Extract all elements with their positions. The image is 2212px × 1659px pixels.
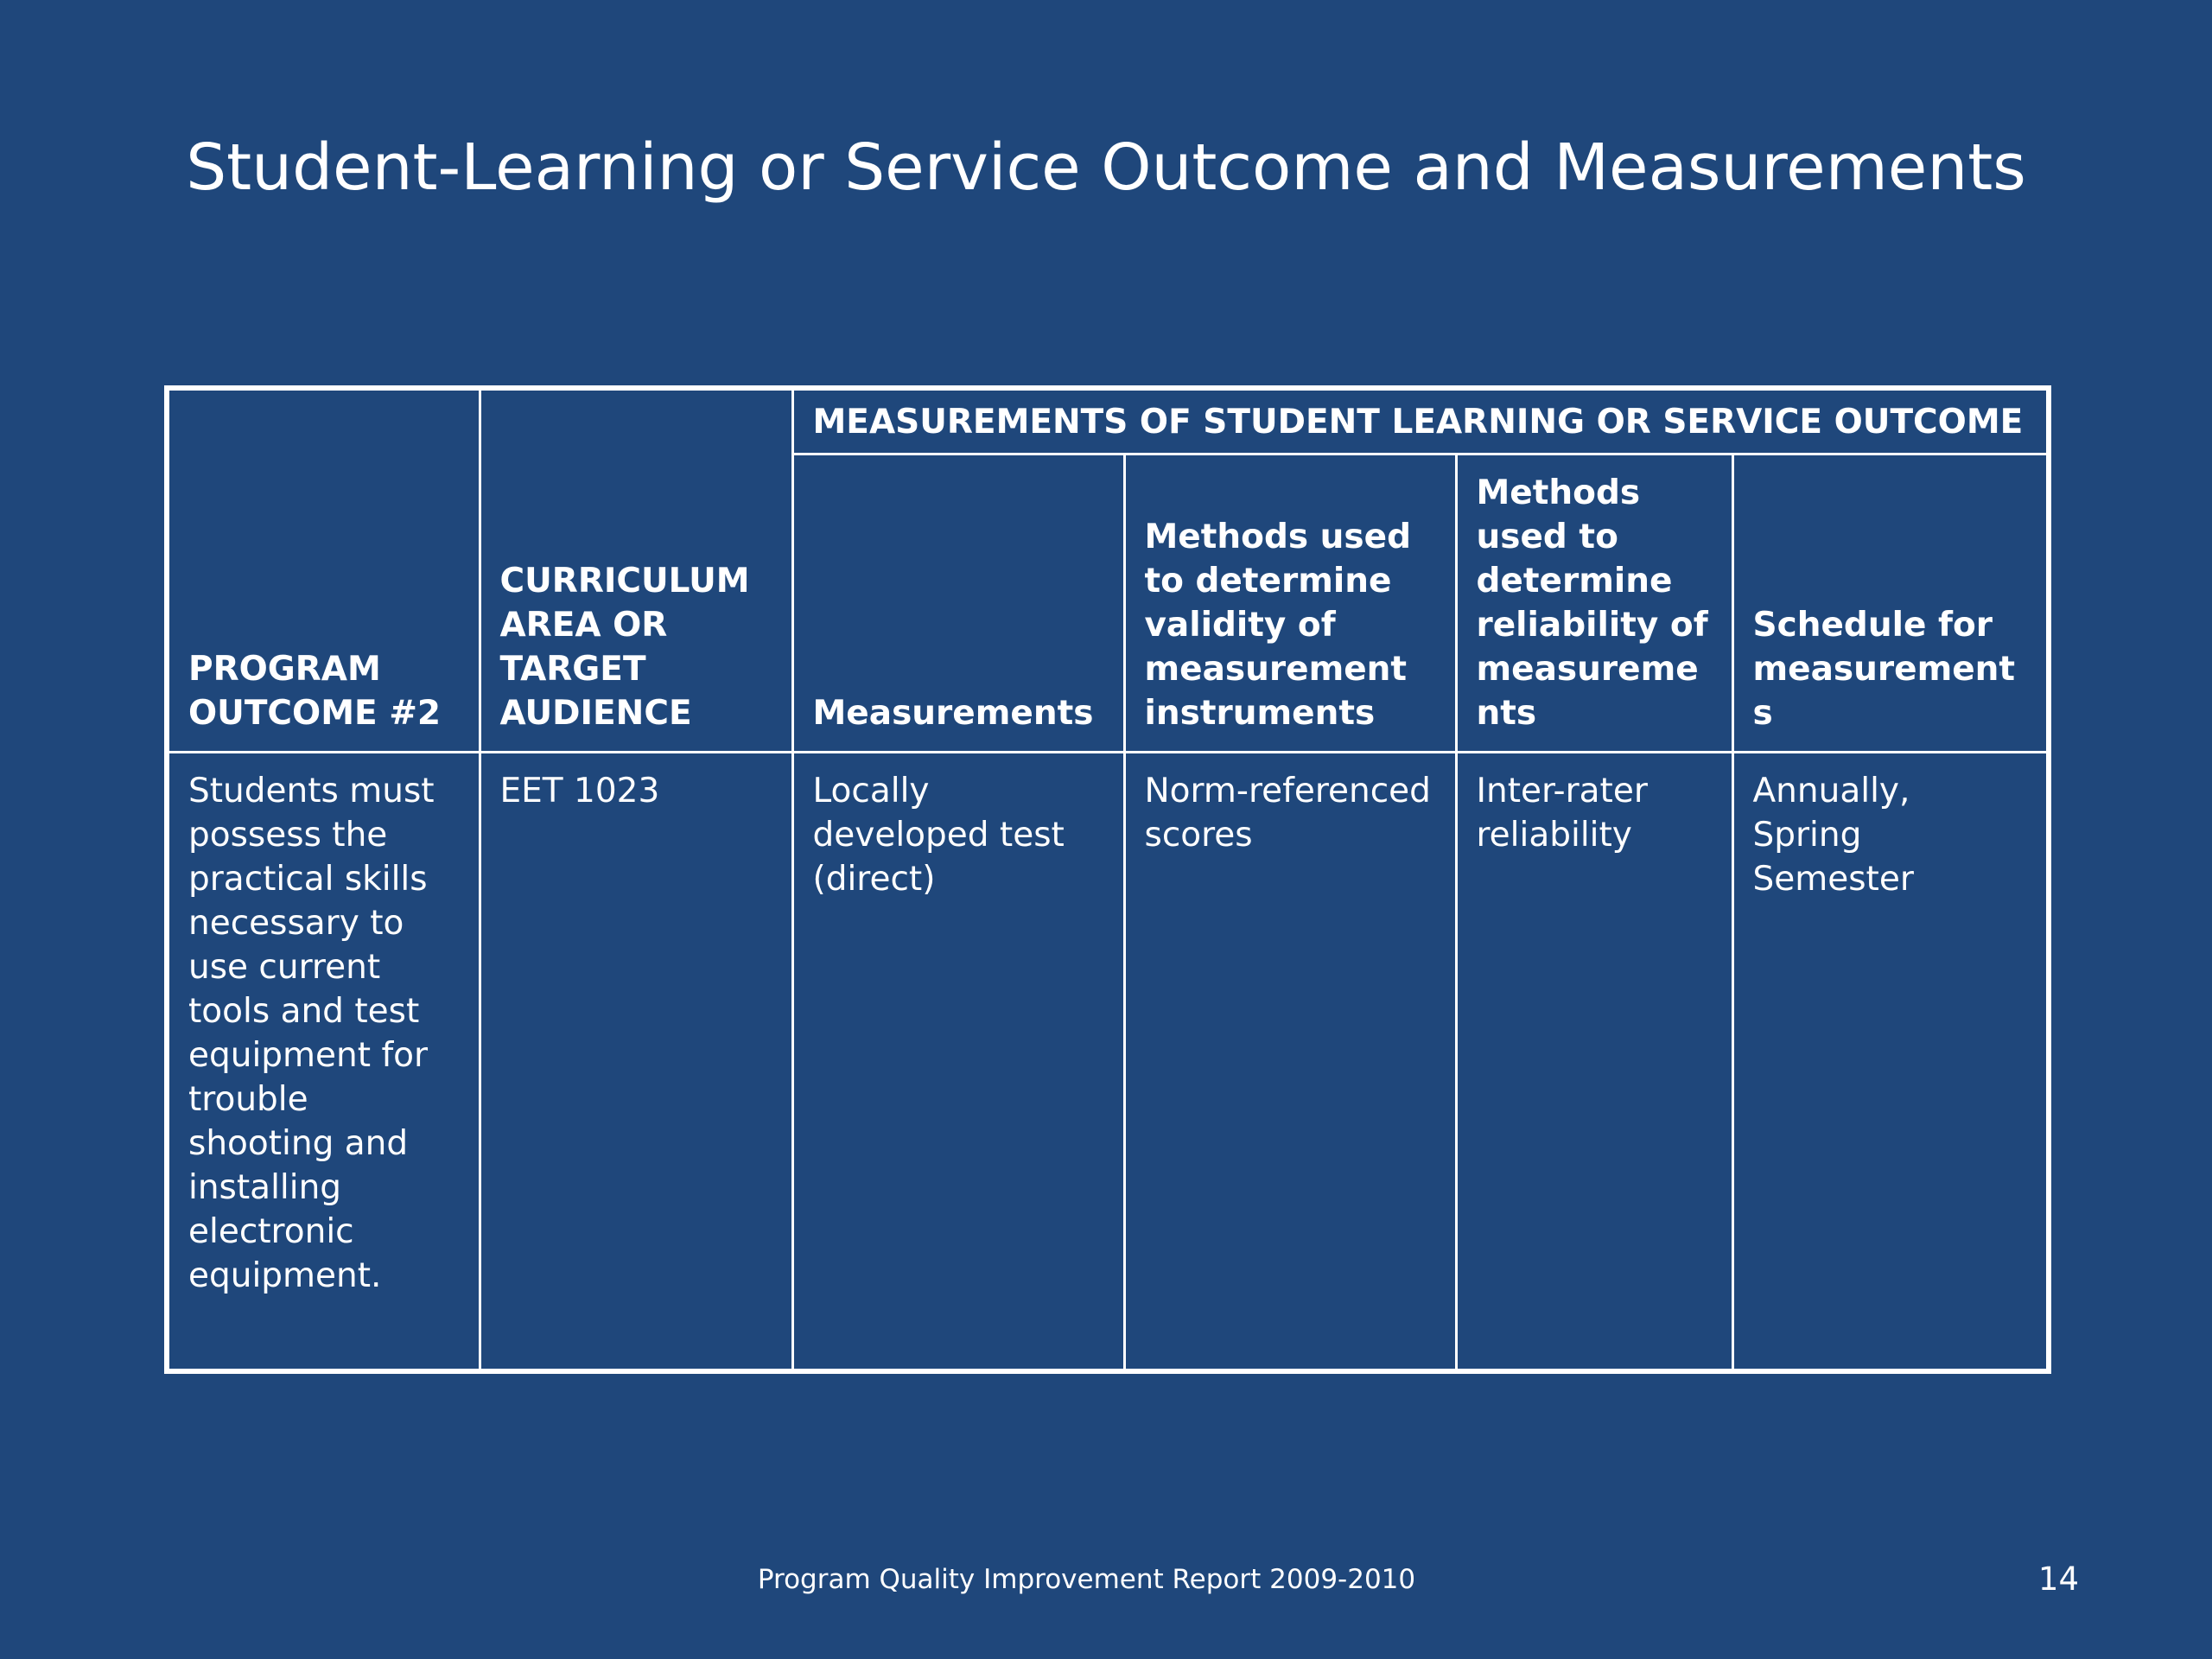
- header-measurements-group: MEASUREMENTS OF STUDENT LEARNING OR SERVICE OUTCOME: [792, 388, 2049, 454]
- cell-curriculum-area: EET 1023: [480, 753, 792, 1372]
- header-schedule: Schedule for measurements: [1732, 454, 2049, 753]
- outcome-measurements-table: [164, 385, 2051, 1374]
- header-validity-methods: Methods used to determine validity of measurement instruments: [1124, 454, 1456, 753]
- cell-reliability-methods: Inter-rater reliability: [1456, 753, 1732, 1372]
- header-curriculum-area: CURRICULUM AREA OR TARGET AUDIENCE: [480, 388, 792, 753]
- cell-schedule: Annually, Spring Semester: [1732, 753, 2049, 1372]
- cell-measurements: Locally developed test (direct): [792, 753, 1124, 1372]
- header-program-outcome: PROGRAM OUTCOME #2: [167, 388, 480, 753]
- header-measurements: Measurements: [792, 454, 1124, 753]
- page-number: 14: [2037, 1560, 2079, 1598]
- slide-footer: Program Quality Improvement Report 2009-2010: [757, 1564, 1416, 1595]
- header-reliability-methods: Methods used to determine reliability of measurements: [1456, 454, 1732, 753]
- table-header-row-1: [167, 388, 2049, 454]
- slide-title: Student-Learning or Service Outcome and Measurements: [186, 130, 2026, 205]
- cell-validity-methods: Norm-referenced scores: [1124, 753, 1456, 1372]
- cell-program-outcome: Students must possess the practical skills necessary to use current tools and test equipment for trouble shooting and installing electronic equipment.: [167, 753, 480, 1372]
- table-row: [167, 753, 2049, 1372]
